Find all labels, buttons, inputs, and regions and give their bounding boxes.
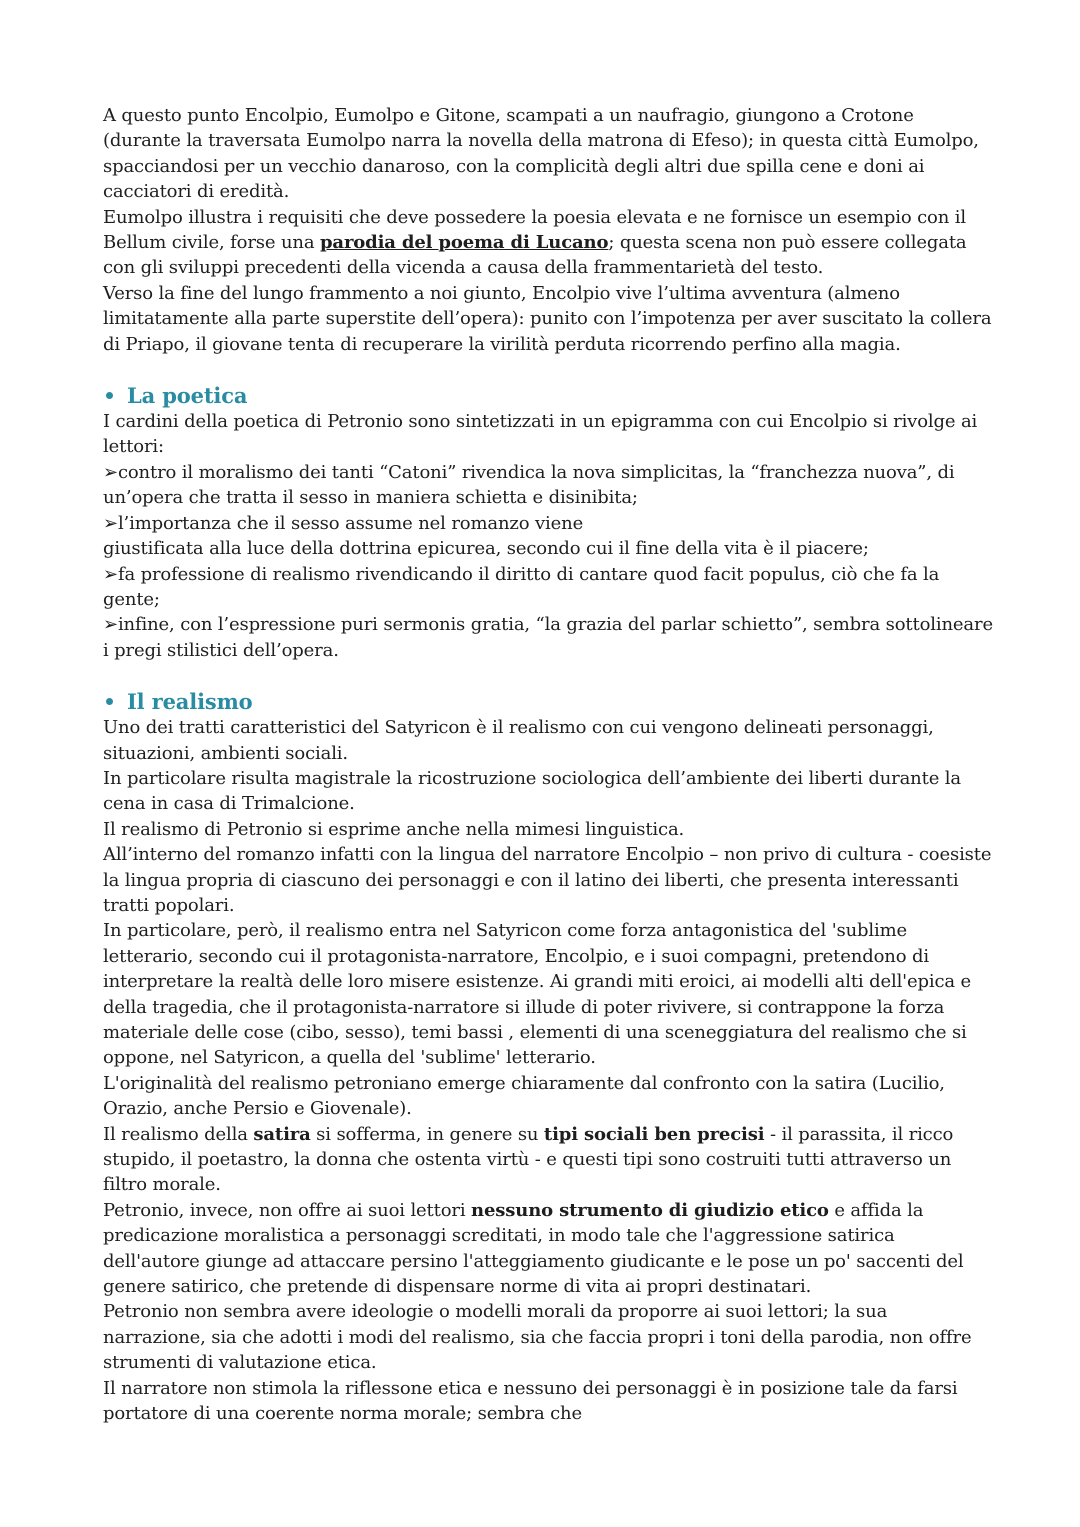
intro-paragraph-2-text-b: ; questa scena non può essere collegata con gli sviluppi precedenti della vicenda a causa della frammentarietà del testo.	[103, 232, 967, 279]
realismo-paragraph	[103, 1122, 993, 1198]
parodia-emphasis: parodia del poema di Lucano	[320, 232, 609, 254]
intro-paragraph-1: A questo punto Encolpio, Eumolpo e Gitone, scampati a un naufragio, giungono a Crotone (durante la traversata Eumolpo narra la novella della matrona di Efeso); in questa città Eumolpo, spacciandosi per un vecchio danaroso, con la complicità degli altri due spilla cene e doni ai cacciatori di eredità.	[103, 105, 979, 203]
realismo-paragraph: All’interno del romanzo infatti con la lingua del narratore Encolpio – non privo di cultura - coesiste la lingua propria di ciascuno dei personaggi e con il latino dei liberti, che presenta interessanti tratti popolari.	[103, 844, 992, 916]
poetica-list-item	[103, 511, 993, 536]
poetica-list-item-text: infine, con l’espressione puri sermonis gratia, “la grazia del parlar schietto”, sembra sottolineare i pregi stilistici dell’opera.	[103, 614, 993, 661]
realismo-paragraph: Il realismo di Petronio si esprime anche nella mimesi linguistica.	[103, 818, 685, 840]
realismo-paragraph	[103, 1198, 993, 1300]
intro-paragraph-2-text-a: Eumolpo illustra i requisiti che deve possedere la poesia elevata e ne fornisce un esempio con il Bellum civile, forse una	[103, 206, 966, 254]
poetica-list-item-continuation: giustificata alla luce della dottrina epicurea, secondo cui il fine della vita è il piacere;	[103, 538, 869, 560]
bullet-icon	[106, 392, 113, 399]
intro-paragraph-2	[103, 205, 993, 281]
intro-paragraph-3: Verso la fine del lungo frammento a noi giunto, Encolpio vive l’ultima avventura (almeno limitatamente alla parte superstite dell’opera): punito con l’impotenza per aver suscitato la collera di Priapo, il giovane tenta di recuperare la virilità perduta ricorrendo perfino alla magia.	[103, 282, 992, 355]
section-heading-realismo-text: Il realismo	[127, 689, 253, 715]
tipi-sociali-emphasis: tipi sociali ben precisi	[543, 1123, 765, 1145]
giudizio-etico-emphasis: nessuno strumento di giudizio etico	[471, 1199, 829, 1221]
arrow-bullet-icon: ➢	[103, 512, 118, 534]
realismo-paragraph: Il narratore non stimola la riflessone etica e nessuno dei personaggi è in posizione tale da farsi portatore di una coerente norma morale; sembra che	[103, 1377, 958, 1425]
realismo-text: - il parassita, il ricco stupido, il poetastro, la donna che ostenta virtù - e questi tipi sono costruiti tutti attraverso un filtro morale.	[103, 1123, 954, 1196]
poetica-list-item-text: fa professione di realismo rivendicando il diritto di cantare quod facit populus, ciò che fa la gente;	[103, 563, 940, 610]
poetica-list-item	[103, 612, 993, 663]
poetica-list-item	[103, 562, 993, 613]
poetica-list-item-text: l’importanza che il sesso assume nel romanzo viene	[117, 512, 584, 534]
realismo-paragraph: In particolare risulta magistrale la ricostruzione sociologica dell’ambiente dei liberti durante la cena in casa di Trimalcione.	[103, 767, 961, 815]
section-heading-poetica-text: La poetica	[127, 383, 248, 409]
poetica-list-item-text: contro il moralismo dei tanti “Catoni” rivendica la nova simplicitas, la “franchezza nuova”, di un’opera che tratta il sesso in maniera schietta e disinibita;	[103, 461, 955, 509]
realismo-text: Il realismo della	[103, 1123, 254, 1145]
realismo-text: Petronio, invece, non offre ai suoi lettori	[103, 1199, 472, 1221]
poetica-list-item	[103, 460, 993, 511]
document-page	[103, 103, 993, 1427]
realismo-text: e affida la predicazione moralistica a personaggi screditati, in modo tale che l'aggressione satirica dell'autore giunge ad attaccare persino l'atteggiamento giudicante e le pose un po' saccenti del genere satirico, che pretende di dispensare norme di vita ai propri destinatari.	[103, 1199, 964, 1298]
poetica-intro: I cardini della poetica di Petronio sono sintetizzati in un epigramma con cui Encolpio si rivolge ai lettori:	[103, 411, 978, 458]
bullet-icon	[106, 698, 113, 705]
realismo-text: si sofferma, in genere su	[310, 1123, 544, 1145]
satira-emphasis: satira	[253, 1123, 311, 1145]
arrow-bullet-icon: ➢	[103, 614, 118, 636]
arrow-bullet-icon: ➢	[103, 461, 118, 483]
realismo-paragraph: In particolare, però, il realismo entra nel Satyricon come forza antagonistica del 'sublime letterario, secondo cui il protagonista-narratore, Encolpio, e i suoi compagni, pretendono di interpretare la realtà delle loro misere esistenze. Ai grandi miti eroici, ai modelli alti dell'epica e della tragedia, che il protagonista-narratore si illude di poter rivivere, si contrappone la forza materiale delle cose (cibo, sesso), temi bassi , elementi di una sceneggiatura del realismo che si oppone, nel Satyricon, a quella del 'sublime' letterario.	[103, 920, 972, 1069]
realismo-paragraph: Petronio non sembra avere ideologie o modelli morali da proporre ai suoi lettori; la sua narrazione, sia che adotti i modi del realismo, sia che faccia propri i toni della parodia, non offre strumenti di valutazione etica.	[103, 1301, 972, 1374]
realismo-paragraph: Uno dei tratti caratteristici del Satyricon è il realismo con cui vengono delineati personaggi, situazioni, ambienti sociali.	[103, 717, 934, 764]
realismo-paragraph: L'originalità del realismo petroniano emerge chiaramente dal confronto con la satira (Lucilio, Orazio, anche Persio e Giovenale).	[103, 1072, 945, 1120]
section-heading-realismo	[103, 688, 993, 715]
section-heading-poetica	[103, 382, 993, 409]
arrow-bullet-icon: ➢	[103, 563, 118, 585]
